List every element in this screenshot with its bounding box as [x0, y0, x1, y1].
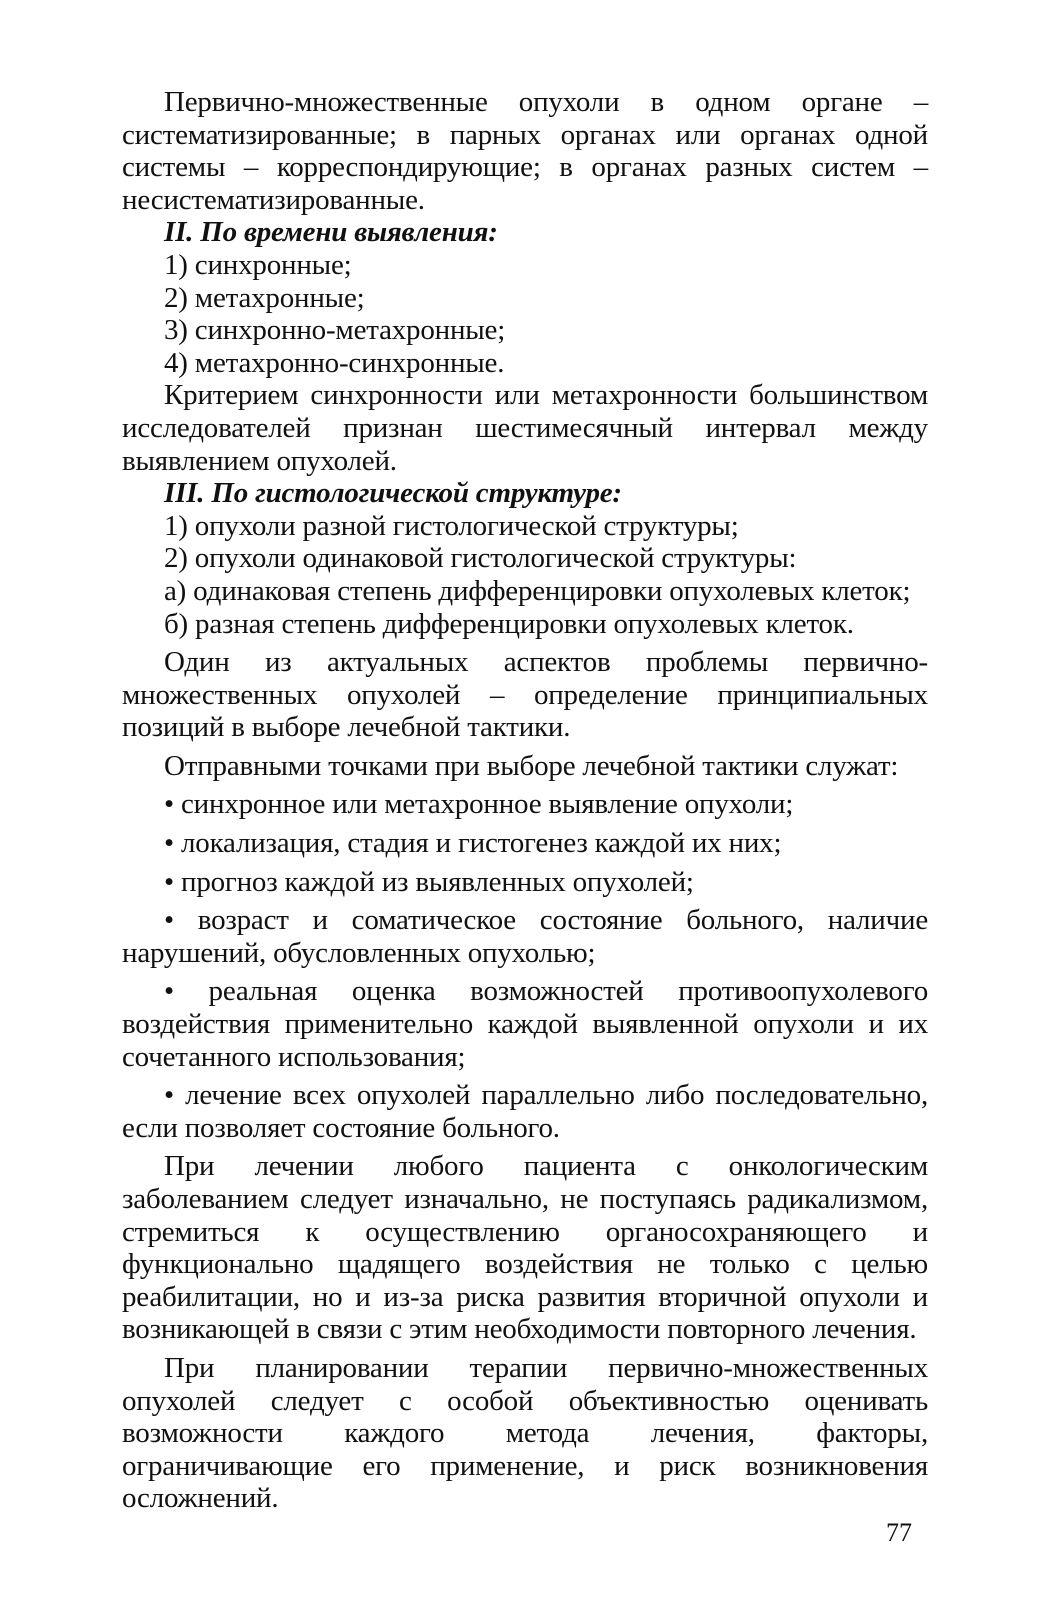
page-body	[122, 86, 928, 1515]
bullet-item: • синхронное или метахронное выявление опухоли;	[164, 788, 794, 821]
bullet-item: • возраст и соматическое состояние больного, наличие нарушений, обусловленных опухолью;	[122, 904, 928, 969]
bullet-item: • лечение всех опухолей параллельно либо последовательно, если позволяет состояние больного.	[122, 1079, 928, 1144]
paragraph-treatment: При лечении любого пациента с онкологическим заболеванием следует изначально, не поступаясь радикализмом, стремиться к осуществлению органосохраняющего и функционально щадящего воздействия не только с целью реабилитации, но и из-за риска развития вторичной опухоли и возникающей в связи с этим необходимости повторного лечения.	[122, 1150, 928, 1346]
list-item: б) разная степень дифференцировки опухолевых клеток.	[164, 607, 854, 640]
list-item: 3) синхронно-метахронные;	[164, 314, 506, 347]
list-item: 1) опухоли разной гистологической структуры;	[164, 509, 739, 542]
bullet-item: • локализация, стадия и гистогенез каждой их них;	[164, 827, 782, 860]
paragraph-starting-points: Отправными точками при выборе лечебной тактики служат:	[164, 749, 899, 782]
list-item: 4) метахронно-синхронные.	[164, 346, 505, 379]
list-item: 1) синхронные;	[164, 248, 352, 281]
bullet-item: • реальная оценка возможностей противоопухолевого воздействия применительно каждой выявленной опухоли и их сочетанного использования;	[122, 975, 928, 1073]
paragraph-aspects: Один из актуальных аспектов проблемы первично-множественных опухолей – определение принципиальных позиций в выборе лечебной тактики.	[122, 646, 928, 744]
section-heading-time: II. По времени выявления:	[164, 216, 498, 249]
section-heading-histology: III. По гистологической структуре:	[164, 477, 622, 510]
bullet-item: • прогноз каждой из выявленных опухолей;	[164, 865, 694, 898]
list-item: а) одинаковая степень дифференцировки опухолевых клеток;	[164, 574, 911, 607]
paragraph-criterion: Критерием синхронности или метахронности большинством исследователей признан шестимесячный интервал между выявлением опухолей.	[122, 379, 928, 477]
paragraph-planning: При планировании терапии первично-множественных опухолей следует с особой объективностью оценивать возможности каждого метода лечения, факторы, ограничивающие его применение, и риск возникновения осложнений.	[122, 1351, 928, 1515]
list-item: 2) метахронные;	[164, 281, 365, 314]
list-item: 2) опухоли одинаковой гистологической структуры:	[164, 542, 797, 575]
paragraph-classification: Первично-множественные опухоли в одном органе – систематизированные; в парных органах или органах одной системы – корреспондирующие; в органах разных систем – несистематизированные.	[122, 86, 928, 216]
page-number: 77	[886, 1518, 912, 1547]
